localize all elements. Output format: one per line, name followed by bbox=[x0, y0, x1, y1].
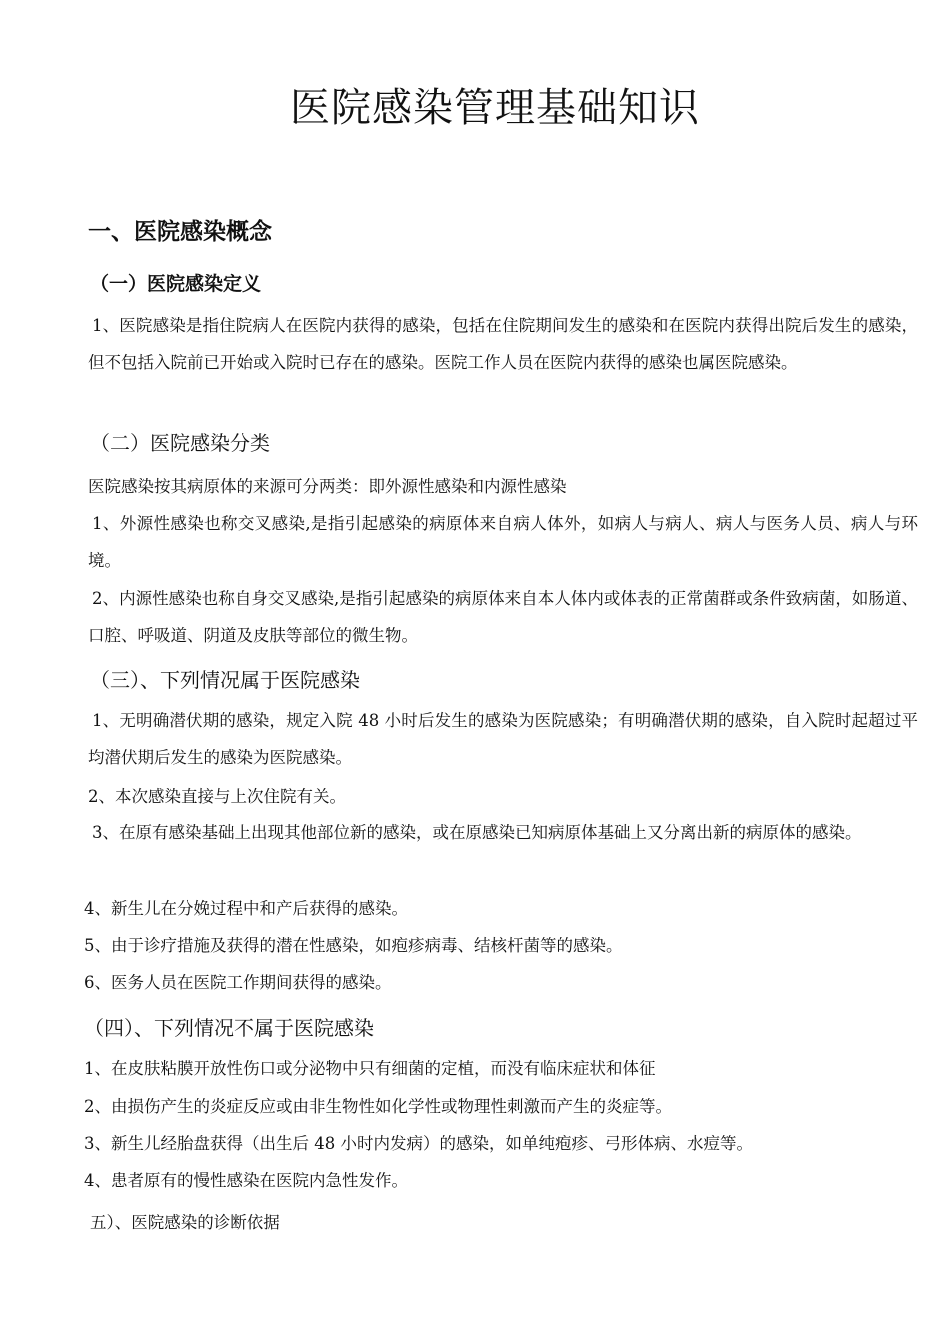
paragraph: 3、新生儿经胎盘获得（出生后 48 小时内发病）的感染，如单纯疱疹、弓形体病、水痘等。 bbox=[84, 1134, 753, 1153]
paragraph: 医院感染按其病原体的来源可分两类：即外源性感染和内源性感染 bbox=[88, 477, 567, 496]
subsection-heading: （一）医院感染定义 bbox=[90, 273, 262, 295]
paragraph: 5、由于诊疗措施及获得的潜在性感染，如疱疹病毒、结核杆菌等的感染。 bbox=[84, 936, 623, 955]
subsection-heading: （三）、下列情况属于医院感染 bbox=[90, 668, 360, 692]
paragraph: 2、由损伤产生的炎症反应或由非生物性如化学性或物理性刺激而产生的炎症等。 bbox=[84, 1097, 672, 1116]
paragraph: 4、患者原有的慢性感染在医院内急性发作。 bbox=[84, 1171, 408, 1190]
paragraph: 4、新生儿在分娩过程中和产后获得的感染。 bbox=[84, 899, 408, 918]
paragraph: 2、内源性感染也称自身交叉感染,是指引起感染的病原体来自本人体内或体表的正常菌群或条件致病菌，如肠道、口腔、呼吸道、阴道及皮肤等部位的微生物。 bbox=[88, 589, 918, 645]
paragraph: 2、本次感染直接与上次住院有关。 bbox=[88, 787, 346, 806]
subsection-heading: （四）、下列情况不属于医院感染 bbox=[84, 1016, 374, 1040]
section-heading: 一、医院感染概念 bbox=[88, 219, 272, 245]
paragraph: 1、医院感染是指住院病人在医院内获得的感染，包括在住院期间发生的感染和在医院内获得出院后发生的感染，但不包括入院前已开始或入院时已存在的感染。医院工作人员在医院内获得的感染也属医院感染。 bbox=[88, 316, 918, 372]
subsection-heading: （二）医院感染分类 bbox=[90, 431, 270, 455]
paragraph: 1、无明确潜伏期的感染，规定入院 48 小时后发生的感染为医院感染；有明确潜伏期的感染，自入院时起超过平均潜伏期后发生的感染为医院感染。 bbox=[88, 711, 918, 767]
subsection-heading: 五）、医院感染的诊断依据 bbox=[90, 1213, 280, 1232]
paragraph: 1、在皮肤粘膜开放性伤口或分泌物中只有细菌的定植，而没有临床症状和体征 bbox=[84, 1059, 656, 1078]
paragraph: 6、医务人员在医院工作期间获得的感染。 bbox=[84, 973, 392, 992]
paragraph: 3、在原有感染基础上出现其他部位新的感染，或在原感染已知病原体基础上又分离出新的病原体的感染。 bbox=[92, 823, 862, 842]
paragraph: 1、外源性感染也称交叉感染,是指引起感染的病原体来自病人体外，如病人与病人、病人与医务人员、病人与环境。 bbox=[88, 514, 918, 570]
document-title: 医院感染管理基础知识 bbox=[290, 85, 700, 131]
